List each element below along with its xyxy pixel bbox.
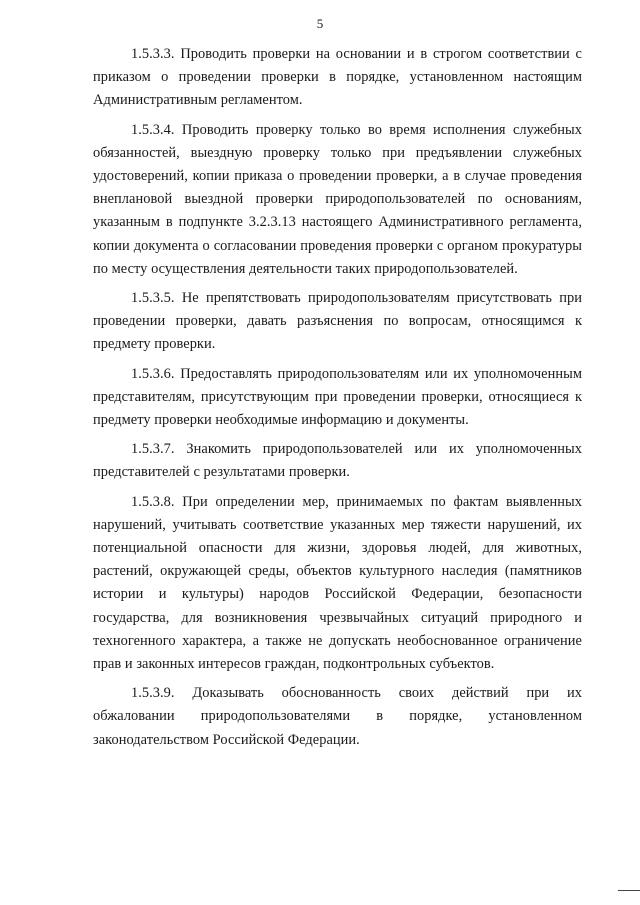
paragraph-1-5-3-8: 1.5.3.8. При определении мер, принимаемых по фактам выявленных нарушений, учитывать соответствие указанных мер тяжести нарушений, их потенциальной опасности для жизни, здоровья людей, для животных, растений, окружающей среды, объектов культурного наследия (памятников истории и культуры) народов Российской Федерации, безопасности государства, для возникновения чрезвычайных ситуаций природного и техногенного характера, а также не допускать необоснованное ограничение прав и законных интересов граждан, подконтрольных субъектов. [93, 493, 582, 673]
paragraph-1-5-3-5: 1.5.3.5. Не препятствовать природопользователям присутствовать при проведении проверки, давать разъяснения по вопросам, относящимся к предмету проверки. [93, 290, 582, 353]
paragraph-1-5-3-9: 1.5.3.9. Доказывать обоснованность своих действий при их обжаловании природопользователями в порядке, установленном законодательством Российской Федерации. [93, 685, 582, 748]
page-number: 5 [316, 16, 324, 31]
paragraph-1-5-3-3: 1.5.3.3. Проводить проверки на основании и в строгом соответствии с приказом о проведении проверки в порядке, установленном настоящим Административным регламентом. [93, 46, 582, 109]
scan-edge-mark [618, 890, 640, 891]
paragraph-1-5-3-6: 1.5.3.6. Предоставлять природопользователям или их уполномоченным представителям, присутствующим при проведении проверки, относящиеся к предмету проверки необходимые информацию и документы. [93, 365, 582, 429]
paragraph-1-5-3-4: 1.5.3.4. Проводить проверку только во время исполнения служебных обязанностей, выездную проверку только при предъявлении служебных удостоверений, копии приказа о проведении проверки, а в случае проведения внеплановой выездной проверки природопользователей по основаниям, указанным в подпункте 3.2.3.13 настоящего Административного регламента, копии документа о согласовании проведения проверки с органом прокуратуры по месту осуществления деятельности таких природопользователей. [93, 121, 582, 277]
paragraph-1-5-3-7: 1.5.3.7. Знакомить природопользователей или их уполномоченных представителей с результатами проверки. [93, 441, 582, 481]
document-body [93, 43, 582, 752]
